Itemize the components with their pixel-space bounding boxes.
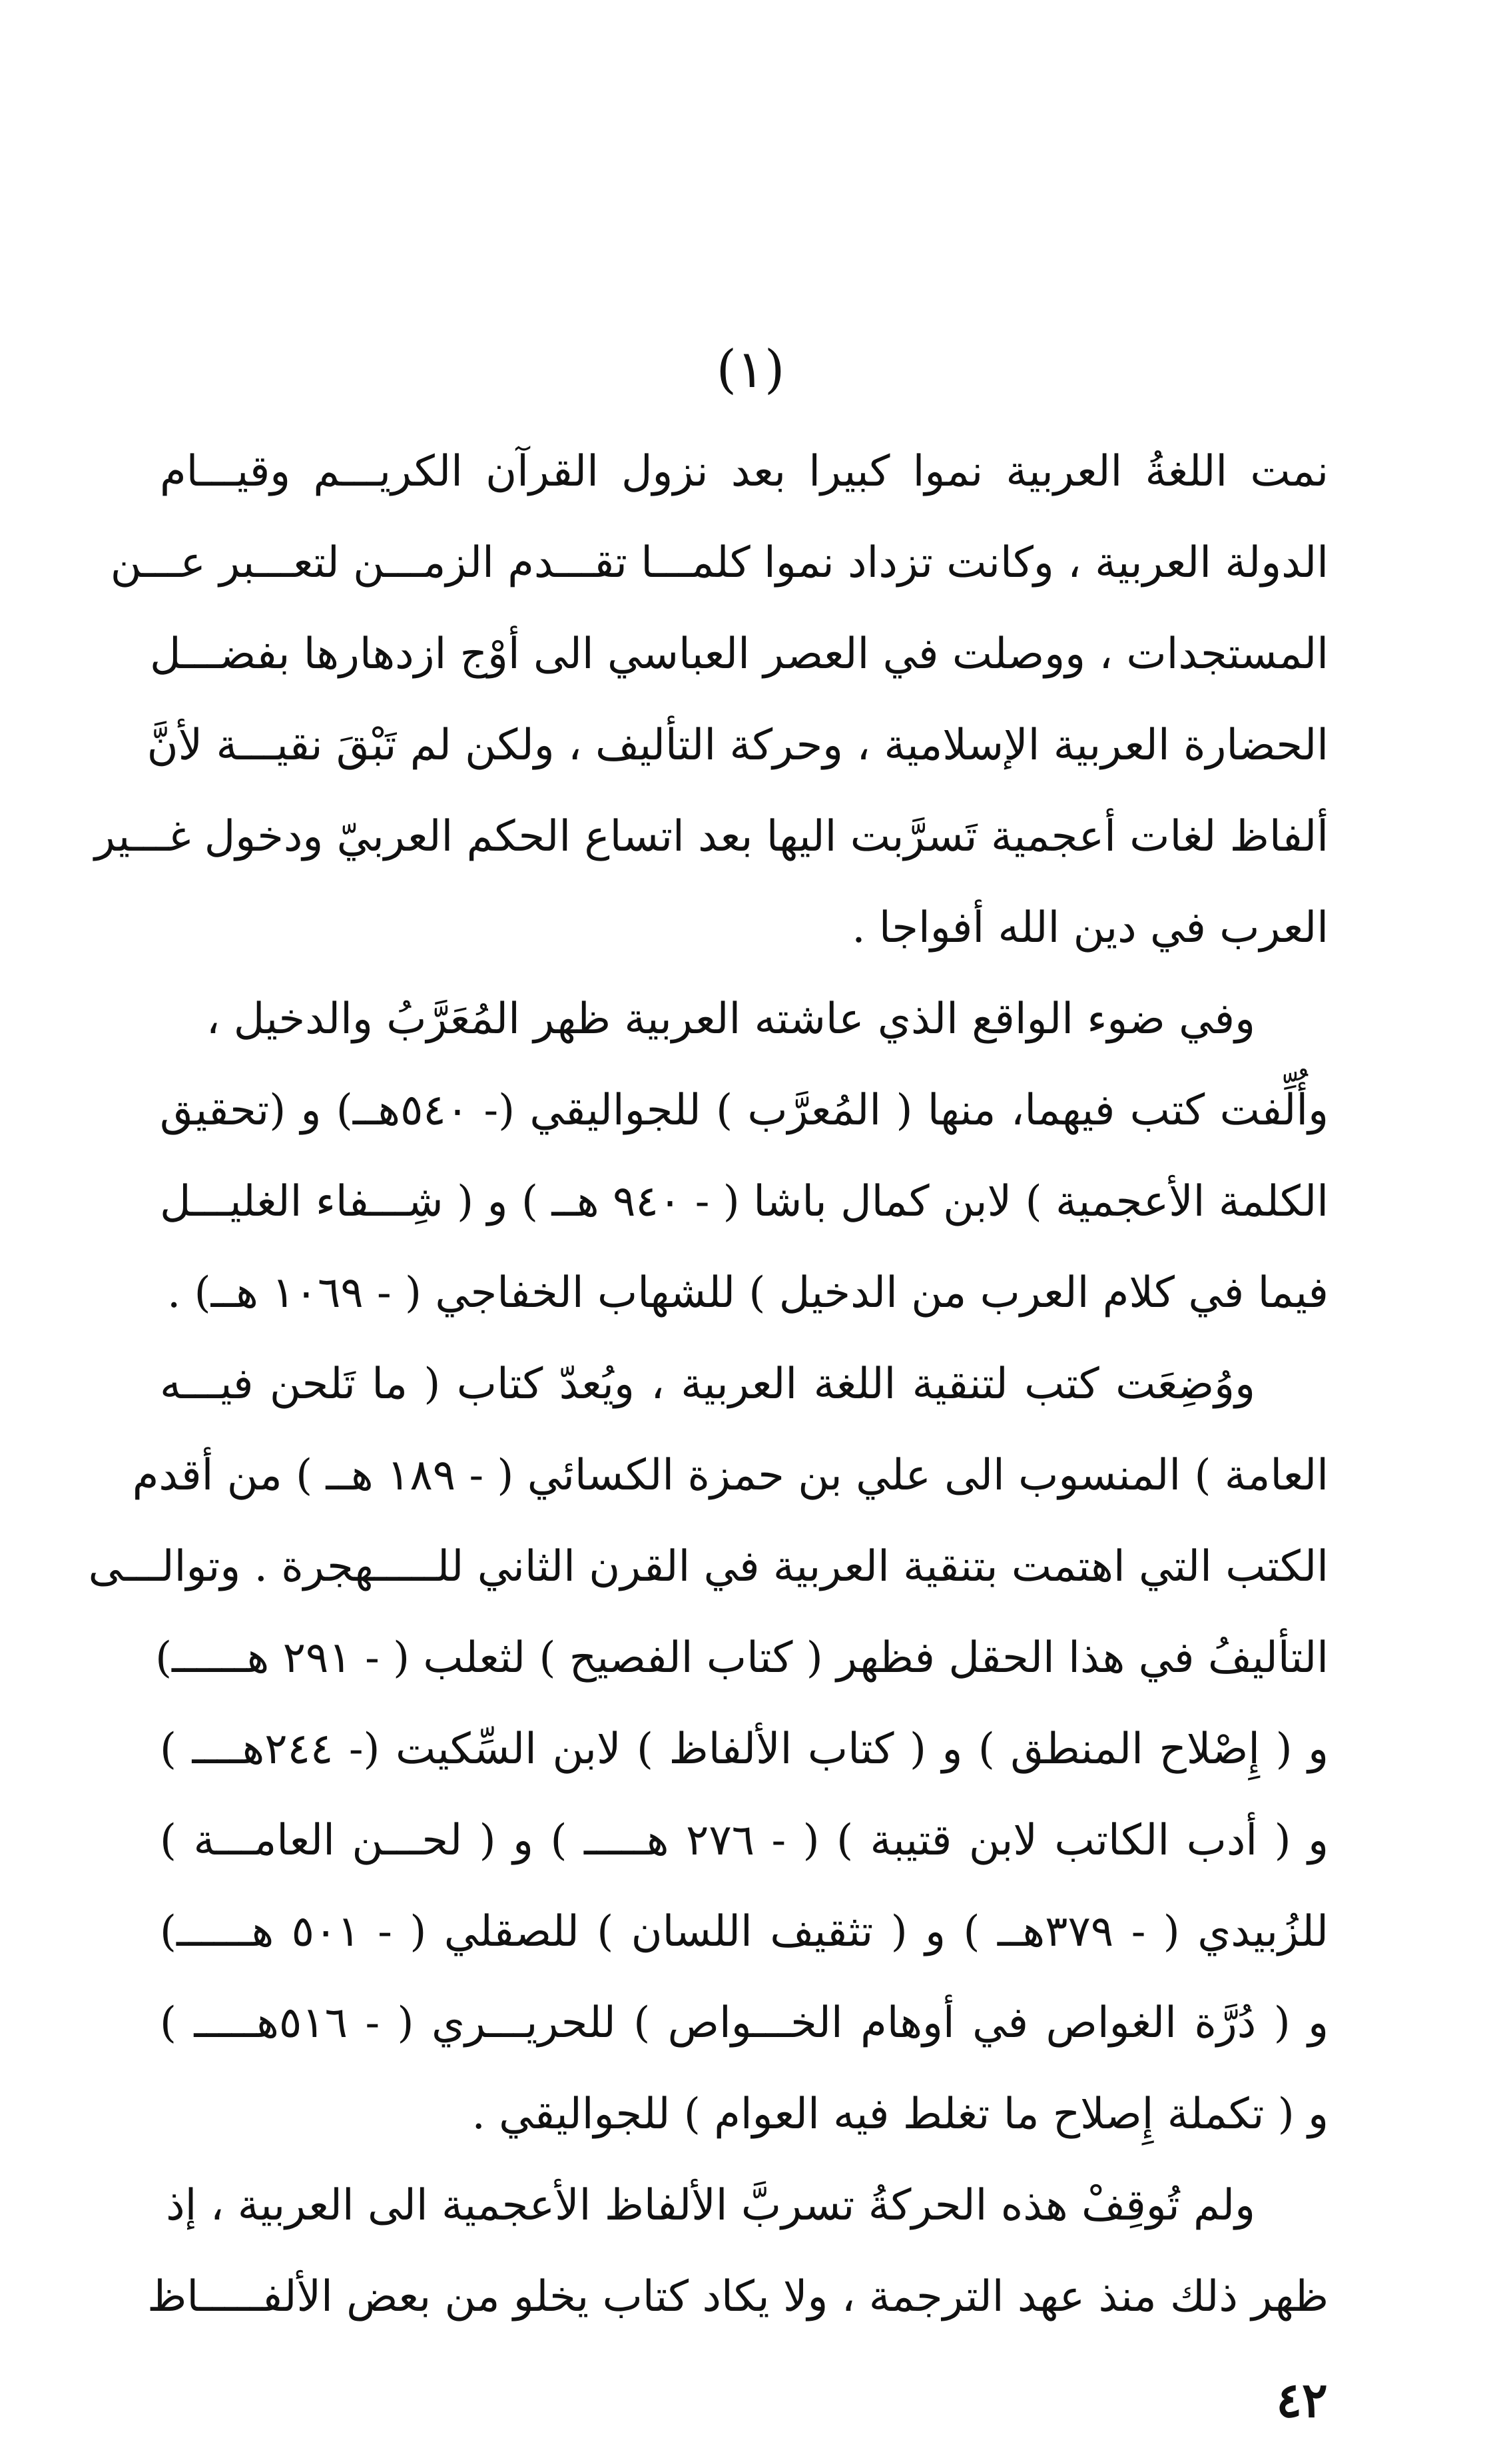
text-line: ولم تُوقِفْ هذه الحركةُ تسربَّ الألفاظ الأعجمية الى العربية ، إذ [166, 2181, 1255, 2230]
section-heading: (١) [716, 340, 785, 400]
text-line: وأُلِّفت كتب فيهما، منها ( المُعرَّب ) للجواليقي (- ٥٤٠هــ) و (تحقيق [160, 1086, 1329, 1135]
text-line: و ( تكملة إِصلاح ما تغلط فيه العوام ) للجواليقي . [471, 2090, 1329, 2139]
text-line: ظهر ذلك منذ عهد الترجمة ، ولا يكاد كتاب يخلو من بعض الألفـــــاظ [147, 2272, 1329, 2321]
text-line: الدولة العربية ، وكانت تزداد نموا كلمـــا تقـــدم الزمـــن لتعـــبر عـــن [110, 538, 1329, 588]
text-line: ووُضِعَت كتب لتنقية اللغة العربية ، ويُعدّ كتاب ( ما تَلحن فيـــه [160, 1360, 1255, 1409]
text-line: وفي ضوء الواقع الذي عاشته العربية ظهر المُعَرَّبُ والدخيل ، [206, 995, 1255, 1044]
body-text [88, 426, 1329, 2343]
text-line: و ( إِصْلاح المنطق ) و ( كتاب الألفاظ ) لابن السِّكيت (- ٢٤٤هــــ ) [160, 1725, 1329, 1774]
text-line: المستجدات ، ووصلت في العصر العباسي الى أوْج ازدهارها بفضـــل [149, 629, 1329, 679]
text-line: ألفاظ لغات أعجمية تَسرَّبت اليها بعد اتساع الحكم العربيّ ودخول غـــير [95, 812, 1329, 861]
text-line: و ( أدب الكاتب لابن قتيبة ) ( - ٢٧٦ هـــــ ) و ( لحـــن العامـــة ) [160, 1816, 1329, 1865]
text-line: العرب في دين الله أفواجا . [852, 903, 1329, 953]
text-line: للزُبيدي ( - ٣٧٩هــ ) و ( تثقيف اللسان ) للصقلي ( - ٥٠١ هــــــ) [160, 1907, 1329, 1956]
text-line: و ( دُرَّة الغواص في أوهام الخـــواص ) للحريـــري ( - ٥١٦هـــــ ) [160, 1998, 1329, 2048]
text-line: العامة ) المنسوب الى علي بن حمزة الكسائي ( - ١٨٩ هــ ) من أقدم [132, 1451, 1329, 1500]
text-line: الكلمة الأعجمية ) لابن كمال باشا ( - ٩٤٠ هــ ) و ( شِـــفاء الغليـــل [160, 1177, 1329, 1226]
text-line: الكتب التي اهتمت بتنقية العربية في القرن الثاني للـــــهجرة . وتوالـــى [88, 1542, 1329, 1591]
text-line: الحضارة العربية الإسلامية ، وحركة التأليف ، ولكن لم تَبْقَ نقيـــة لأنَّ [147, 721, 1329, 770]
text-line: فيما في كلام العرب من الدخيل ) للشهاب الخفاجي ( - ١٠٦٩ هــ) . [166, 1268, 1329, 1318]
text-line: التأليفُ في هذا الحقل فظهر ( كتاب الفصيح ) لثعلب ( - ٢٩١ هــــــ) [155, 1633, 1329, 1683]
text-line: نمت اللغةُ العربية نموا كبيرا بعد نزول القرآن الكريـــم وقيـــام [160, 447, 1329, 496]
page-number: ٤٢ [1276, 2371, 1328, 2428]
